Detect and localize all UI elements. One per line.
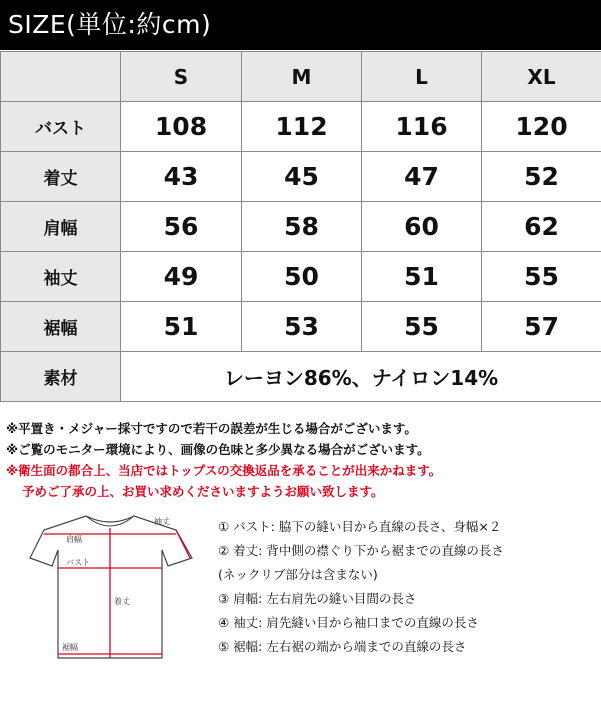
- label-bust: バスト: [66, 558, 90, 567]
- table-cell: 49: [121, 252, 242, 302]
- size-header-m: M: [242, 52, 362, 102]
- table-cell: 52: [482, 152, 601, 202]
- legend-item: (ネックリブ部分は含まない): [218, 567, 378, 582]
- note-warning: ※衛生面の都合上、当店ではトップスの交換返品を承ることが出来かねます。: [6, 463, 442, 478]
- table-row: [1, 202, 601, 252]
- table-cell: 53: [242, 302, 362, 352]
- label-hem: 裾幅: [62, 643, 78, 652]
- table-cell: 47: [362, 152, 482, 202]
- table-cell: 45: [242, 152, 362, 202]
- table-cell: 108: [121, 102, 242, 152]
- neckline: [86, 516, 134, 526]
- row-label-shoulder: 肩幅: [1, 202, 121, 252]
- row-label-bust: バスト: [1, 102, 121, 152]
- row-label-hem: 裾幅: [1, 302, 121, 352]
- note-line: ※ご覧のモニター環境により、画像の色味と多少異なる場合がございます。: [6, 442, 430, 457]
- table-cell: 62: [482, 202, 601, 252]
- table-cell: 55: [482, 252, 601, 302]
- legend-item: ① バスト: 脇下の縫い目から直線の長さ、身幅×２: [218, 519, 502, 534]
- table-cell: 112: [242, 102, 362, 152]
- note-warning: 予めご了承の上、お買い求めくださいますようお願い致します。: [22, 484, 384, 499]
- table-cell: 57: [482, 302, 601, 352]
- table-cell: 58: [242, 202, 362, 252]
- tshirt-diagram: [26, 514, 196, 664]
- row-label-material: 素材: [1, 352, 121, 402]
- table-cell: 56: [121, 202, 242, 252]
- table-cell: 120: [482, 102, 601, 152]
- row-label-sleeve: 袖丈: [1, 252, 121, 302]
- label-length: 着丈: [114, 597, 130, 606]
- label-sleeve: 袖丈: [154, 517, 170, 526]
- table-cell: 60: [362, 202, 482, 252]
- notes: [6, 418, 596, 502]
- table-row: [1, 152, 601, 202]
- table-corner: [1, 52, 121, 102]
- legend-item: ⑤ 裾幅: 左右裾の端から端までの直線の長さ: [218, 639, 467, 654]
- table-cell: 51: [362, 252, 482, 302]
- table-cell: 51: [121, 302, 242, 352]
- table-cell: 43: [121, 152, 242, 202]
- row-label-length: 着丈: [1, 152, 121, 202]
- size-table: [0, 51, 601, 402]
- table-row: [1, 102, 601, 152]
- note-line: ※平置き・メジャー採寸ですので若干の誤差が生じる場合がございます。: [6, 421, 417, 436]
- table-row: [1, 252, 601, 302]
- sleeve-measure-line: [176, 530, 190, 558]
- table-cell: 50: [242, 252, 362, 302]
- table-cell: 116: [362, 102, 482, 152]
- label-shoulder: 肩幅: [66, 535, 82, 544]
- page-title: SIZE(単位:約cm): [0, 0, 601, 50]
- legend-item: ④ 袖丈: 肩先縫い目から袖口までの直線の長さ: [218, 615, 479, 630]
- size-header-l: L: [362, 52, 482, 102]
- size-header-xl: XL: [482, 52, 601, 102]
- legend-item: ② 着丈: 背中側の襟ぐり下から裾までの直線の長さ: [218, 543, 504, 558]
- table-row: [1, 302, 601, 352]
- tshirt-outline: [30, 516, 192, 658]
- measurement-legend: [218, 515, 598, 659]
- table-row: [1, 352, 601, 402]
- table-header-row: [1, 52, 601, 102]
- size-header-s: S: [121, 52, 242, 102]
- table-cell: 55: [362, 302, 482, 352]
- legend-item: ③ 肩幅: 左右肩先の縫い目間の長さ: [218, 591, 417, 606]
- material-value: レーヨン86%、ナイロン14%: [121, 352, 601, 402]
